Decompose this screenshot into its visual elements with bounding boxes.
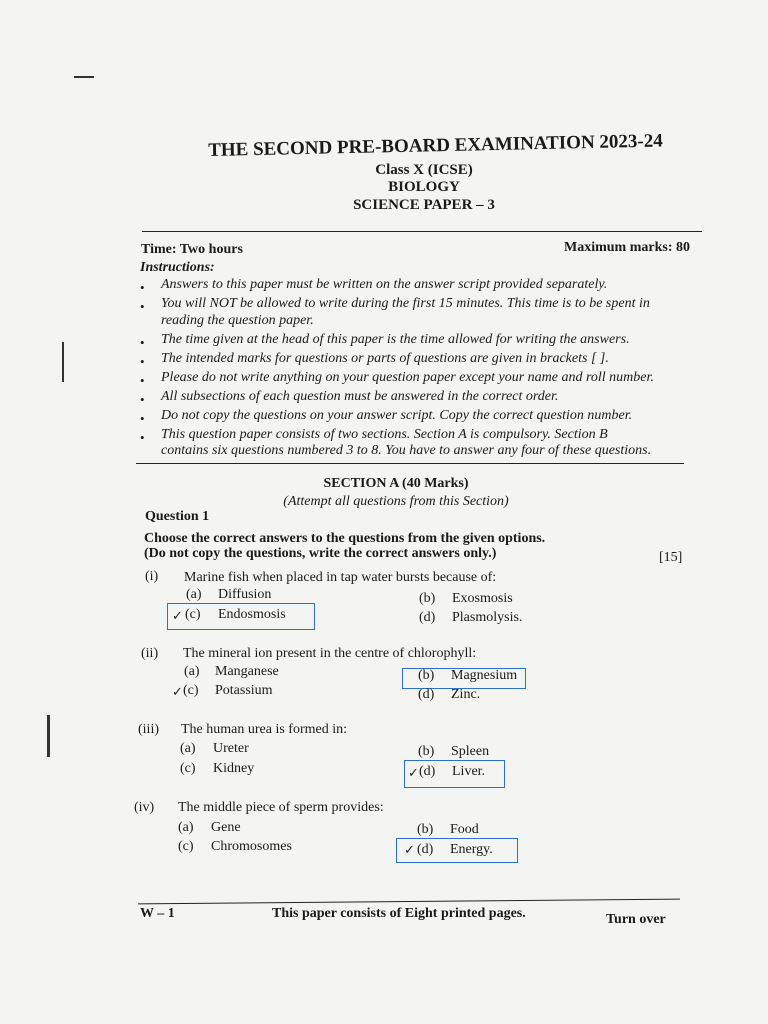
option-text: Diffusion <box>218 587 272 602</box>
option-label: (a) <box>178 820 194 835</box>
option-text: Exosmosis <box>452 591 513 606</box>
option-label: (b) <box>418 668 435 683</box>
option-label: (d) <box>419 610 436 625</box>
instruction-item: All subsections of each question must be answered in the correct order. <box>161 389 559 404</box>
option-text: Food <box>450 822 479 837</box>
option-text: Magnesium <box>451 668 518 683</box>
item-number: (iv) <box>134 800 155 815</box>
corner-dash <box>74 76 94 78</box>
time-label: Time: Two hours <box>141 242 243 257</box>
footer-pages-note: This paper consists of Eight printed pages. <box>272 906 526 921</box>
instruction-item: Answers to this paper must be written on the answer script provided separately. <box>161 277 608 292</box>
instruction-item: The time given at the head of this paper is the time allowed for writing the answers. <box>161 332 630 347</box>
bullet: • <box>140 373 145 388</box>
section-title: SECTION A (40 Marks) <box>323 476 469 491</box>
instruction-item: contains six questions numbered 3 to 8. You have to answer any four of these questions. <box>161 443 652 458</box>
bullet: • <box>140 280 145 295</box>
item-number: (i) <box>145 569 159 584</box>
item-number: (iii) <box>138 722 159 737</box>
item-question: The mineral ion present in the centre of chlorophyll: <box>183 646 477 661</box>
option-label: (b) <box>417 822 434 837</box>
section-subtitle: (Attempt all questions from this Section) <box>283 494 509 509</box>
option-text: Spleen <box>451 744 490 759</box>
bullet: • <box>140 335 145 350</box>
subject-label: BIOLOGY <box>388 179 460 195</box>
instruction-item: Please do not write anything on your question paper except your name and roll number. <box>161 370 654 385</box>
item-question: The middle piece of sperm provides: <box>178 800 384 815</box>
option-text: Energy. <box>450 842 493 857</box>
option-text: Kidney <box>213 761 255 776</box>
instruction-item: reading the question paper. <box>161 313 314 328</box>
option-label: (a) <box>186 587 202 602</box>
footer-rule <box>138 899 680 905</box>
exam-title: THE SECOND PRE-BOARD EXAMINATION 2023-24 <box>208 130 663 161</box>
option-text: Ureter <box>213 741 249 756</box>
paper-label: SCIENCE PAPER – 3 <box>353 197 495 213</box>
option-label: (d) <box>419 764 436 779</box>
option-text: Plasmolysis. <box>452 610 523 625</box>
option-label: (a) <box>184 664 200 679</box>
bullet: • <box>140 430 145 445</box>
option-label: (d) <box>418 687 435 702</box>
bullet: • <box>140 299 145 314</box>
bullet: • <box>140 411 145 426</box>
item-question: Marine fish when placed in tap water bursts because of: <box>184 570 497 585</box>
option-text: Potassium <box>215 683 273 698</box>
option-text: Liver. <box>452 764 486 779</box>
option-text: Endosmosis <box>218 607 286 622</box>
item-question: The human urea is formed in: <box>181 722 348 737</box>
header-rule <box>142 231 702 232</box>
question-instruction: (Do not copy the questions, write the correct answers only.) <box>144 546 497 561</box>
margin-bracket-mark <box>47 715 50 757</box>
option-label: (c) <box>185 607 201 622</box>
option-label: (c) <box>180 761 196 776</box>
option-text: Chromosomes <box>211 839 292 854</box>
instruction-item: The intended marks for questions or parts of questions are given in brackets [ ]. <box>161 351 609 366</box>
option-text: Gene <box>211 820 241 835</box>
option-label: (b) <box>418 744 435 759</box>
class-label: Class X (ICSE) <box>375 162 473 178</box>
tick-mark: ✓ <box>408 766 419 781</box>
tick-mark: ✓ <box>404 843 415 858</box>
turn-over-label: Turn over <box>606 912 666 927</box>
option-text: Manganese <box>215 664 279 679</box>
option-label: (d) <box>417 842 434 857</box>
item-number: (ii) <box>141 646 159 661</box>
option-label: (c) <box>178 839 194 854</box>
question-instruction: Choose the correct answers to the questions from the given options. <box>144 531 546 546</box>
question-marks: [15] <box>659 550 683 565</box>
instruction-item: You will NOT be allowed to write during the first 15 minutes. This time is to be spent in <box>161 296 650 311</box>
bullet: • <box>140 392 145 407</box>
instruction-item: This question paper consists of two sections. Section A is compulsory. Section B <box>161 427 608 442</box>
instructions-heading: Instructions: <box>140 260 215 275</box>
tick-mark: ✓ <box>172 685 183 700</box>
margin-bracket-mark <box>62 342 64 382</box>
footer-code: W – 1 <box>140 906 175 921</box>
option-label: (c) <box>183 683 199 698</box>
bullet: • <box>140 354 145 369</box>
instruction-item: Do not copy the questions on your answer script. Copy the correct question number. <box>161 408 633 423</box>
instructions-rule <box>136 463 684 464</box>
option-label: (a) <box>180 741 196 756</box>
question-label: Question 1 <box>145 509 210 524</box>
option-label: (b) <box>419 591 436 606</box>
max-marks-label: Maximum marks: 80 <box>564 240 690 255</box>
option-text: Zinc. <box>451 687 481 702</box>
tick-mark: ✓ <box>172 609 183 624</box>
